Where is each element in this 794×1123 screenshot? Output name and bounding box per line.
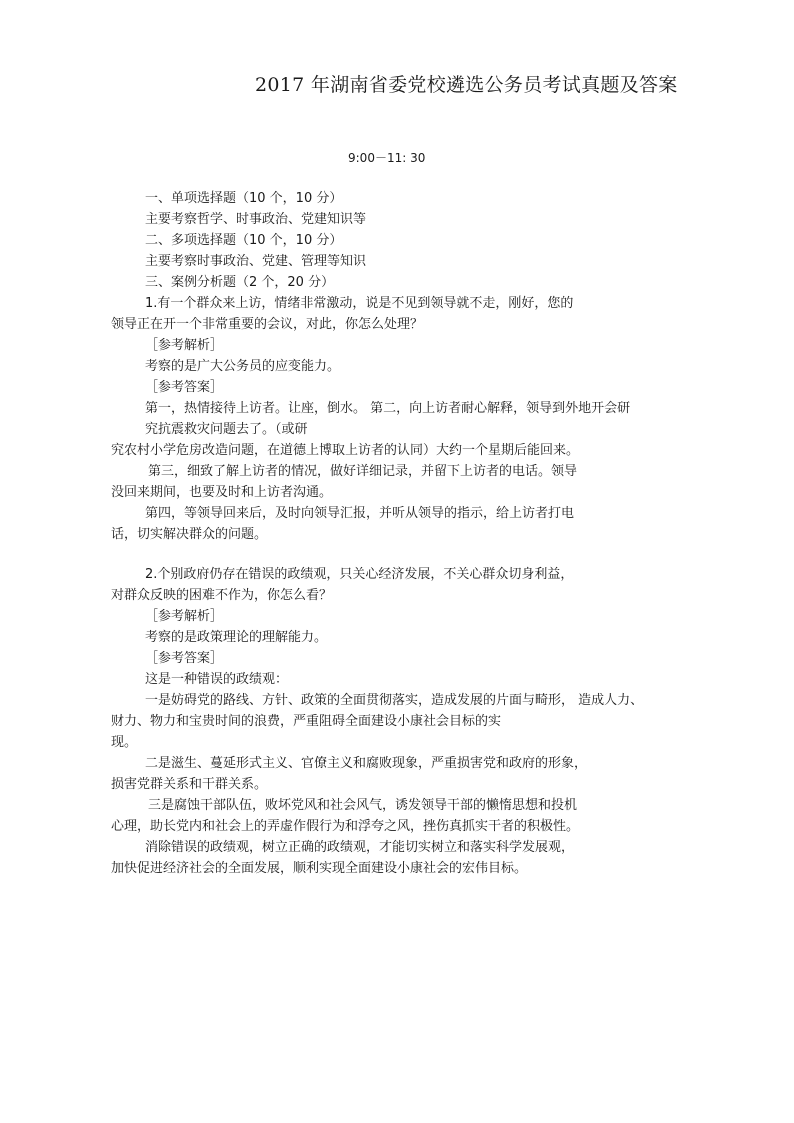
- answer-line: 消除错误的政绩观，树立正确的政绩观，才能切实树立和落实科学发展观，: [145, 840, 575, 855]
- section-heading-single-choice: 一、单项选择题（10 个，10 分）: [145, 191, 343, 206]
- section-heading-case-analysis: 三、案例分析题（2 个，20 分）: [145, 275, 335, 290]
- answer-line: 心理，助长党内和社会上的弄虚作假行为和浮夸之风，挫伤真抓实干者的积极性。: [111, 819, 580, 834]
- document-title: 2017 年湖南省委党校遴选公务员考试真题及答案: [255, 74, 678, 96]
- answer-line: 损害党群关系和干群关系。: [111, 777, 268, 792]
- question-2-line: 2.个别政府仍存在错误的政绩观，只关心经济发展，不关心群众切身利益，: [145, 567, 574, 582]
- paragraph-line: 主要考察时事政治、党建、管理等知识: [145, 254, 367, 269]
- answer-line: 现。: [111, 735, 138, 750]
- question-2-line: 对群众反映的困难不作为，你怎么看？: [111, 588, 333, 603]
- answer-line: 财力、物力和宝贵时间的浪费，严重阻碍全面建设小康社会目标的实: [111, 714, 502, 729]
- answer-line: 加快促进经济社会的全面发展，顺利实现全面建设小康社会的宏伟目标。: [111, 861, 528, 876]
- answer-line: 话，切实解决群众的问题。: [111, 527, 268, 542]
- reference-analysis-label: ［参考解析］: [145, 338, 224, 353]
- answer-line: 第三，细致了解上访者的情况，做好详细记录，并留下上访者的电话。领导: [148, 464, 578, 479]
- question-1-line: 1.有一个群众来上访，情绪非常激动，说是不见到领导就不走，刚好，您的: [145, 296, 574, 311]
- answer-line: 没回来期间，也要及时和上访者沟通。: [111, 485, 333, 500]
- paragraph-line: 考察的是广大公务员的应变能力。: [145, 359, 341, 374]
- paragraph-line: 主要考察哲学、时事政治、党建知识等: [145, 212, 367, 227]
- answer-line: 三是腐蚀干部队伍，败坏党风和社会风气，诱发领导干部的懒惰思想和投机: [148, 798, 578, 813]
- answer-line: 这是一种错误的政绩观：: [145, 672, 289, 687]
- reference-answer-label: ［参考答案］: [145, 380, 224, 395]
- paragraph-line: 考察的是政策理论的理解能力。: [145, 630, 328, 645]
- question-1-line: 领导正在开一个非常重要的会议，对此，你怎么处理？: [111, 317, 424, 332]
- reference-analysis-label: ［参考解析］: [145, 609, 224, 624]
- answer-line: 第四，等领导回来后，及时向领导汇报，并听从领导的指示，给上访者打电: [145, 506, 575, 521]
- answer-line: 二是滋生、蔓延形式主义、官僚主义和腐败现象，严重损害党和政府的形象，: [145, 756, 588, 771]
- exam-time: 9:00－11: 30: [348, 151, 426, 165]
- section-heading-multiple-choice: 二、多项选择题（10 个，10 分）: [145, 233, 343, 248]
- answer-line: 究农村小学危房改造问题，在道德上博取上访者的认同）大约一个星期后能回来。: [111, 443, 580, 458]
- answer-line: 究抗震救灾问题去了。（或研: [145, 422, 308, 437]
- reference-answer-label: ［参考答案］: [145, 651, 224, 666]
- answer-line: 第一，热情接待上访者。让座，倒水。 第二，向上访者耐心解释，领导到外地开会研: [145, 401, 631, 416]
- answer-line: 一是妨碍党的路线、方针、政策的全面贯彻落实，造成发展的片面与畸形， 造成人力、: [145, 693, 644, 708]
